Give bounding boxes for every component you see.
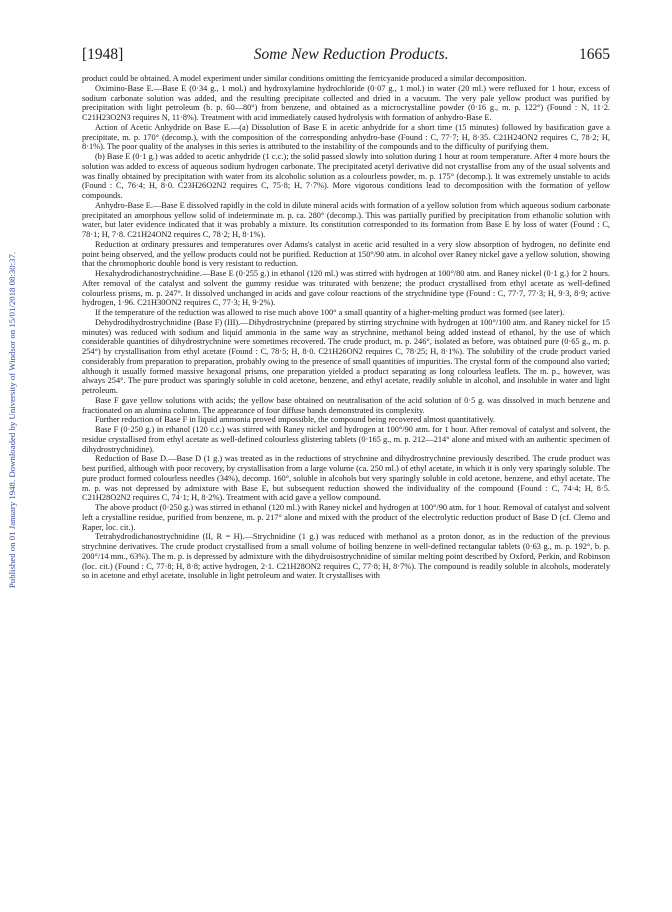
paragraph: Base F (0·250 g.) in ethanol (120 c.c.) was stirred with Raney nickel and hydrogen at 100°/90 atm. for 1 hour. After removal of catalyst and solvent, the residue crystallised from ethyl acetate as well-defined colourless glistering tablets (0·165 g., m. p. 212—214° alone and mixed with an authentic specimen of dihydrostrychnidine).	[82, 425, 610, 454]
paragraph: Dehydrodihydrostrychnidine (Base F) (III).—Dihydrostrychnine (prepared by stirring strychnine with hydrogen at 100°/100 atm. and Raney nickel for 15 minutes) was reduced with sodium and liquid ammonia in the same way as strychnine, methanol being added instead of ethanol, by the use of which considerable quantities of dihydrostrychnine were sometimes recovered. The crude product, m. p. 246°, isolated as before, was obtained pure (0·65 g., m. p. 254°) by crystallisation from ethyl acetate (Found : C, 78·5; H, 8·0. C21H26ON2 requires C, 78·25; H, 8·1%). The solubility of the crude product varied considerably from preparation to preparation, probably owing to the presence of small quantities of impurities. The crystal form of the compound also varied; although it usually formed massive hexagonal prisms, one preparation yielded a product separating as long colourless leaflets. The m. p., however, was always 254°. The pure product was sparingly soluble in cold acetone, benzene, and ethyl acetate, readily soluble in alcohol, and insoluble in water and light petroleum.	[82, 317, 610, 395]
page-number: 1665	[578, 46, 610, 63]
paragraph: product could be obtained. A model experiment under similar conditions omitting the ferricyanide produced a similar decomposition.	[82, 74, 527, 83]
paragraph: Action of Acetic Anhydride on Base E.—(a) Dissolution of Base E in acetic anhydride for a short time (15 minutes) followed by basification gave a precipitate, m. p. 170° (decomp.), with the composition of the corresponding anhydro-base (Found : C, 77·7; H, 8·35. C21H24ON2 requires C, 78·2; H, 8·1%). The poor quality of the analyses in this series is attributed to the instability of the compounds and to the difficulty of purifying them.	[82, 122, 610, 152]
paragraph: Anhydro-Base E.—Base E dissolved rapidly in the cold in dilute mineral acids with formation of a yellow solution from which aqueous sodium carbonate precipitated an amorphous yellow solid of indeterminate m. p. ca. 280° (decomp.). This was partially purified by precipitation from ethanolic solution with water, but later evidence indicated that it was probably a mixture. Its constitution corresponded to its formation from Base E by loss of water (Found : C, 78·1; H, 7·8. C21H24ON2 requires C, 78·2; H, 8·1%).	[82, 200, 610, 239]
running-header	[82, 46, 610, 64]
paragraph: Tetrahydrodichanostrychnidine (II, R = H).—Strychnidine (1 g.) was reduced with methanol as a proton donor, as in the reduction of the previous strychnine derivatives. The crude product crystallised from a small volume of boiling benzene in well-defined rectangular tablets (0·63 g., m. p. 192°, b. p. 200°/14 mm., 63%). The m. p. is depressed by admixture with the dihydroisostrychnidine of similar melting point described by Oxford, Perkin, and Robinson (loc. cit.) (Found : C, 77·8; H, 8·8; active hydrogen, 2·1. C21H28ON2 requires C, 77·8; H, 8·7%). The compound is readily soluble in alcohols, moderately so in acetone and ethyl acetate, insoluble in light petroleum and water. It crystallises with	[82, 532, 610, 581]
paragraph: Base F gave yellow solutions with acids; the yellow base obtained on neutralisation of the acid solution of 0·5 g. was dissolved in much benzene and fractionated on an alumina column. The appearance of four diffuse bands demonstrated its complexity.	[82, 395, 610, 415]
article-body	[82, 74, 610, 581]
paragraph: Oximino-Base E.—Base E (0·34 g., 1 mol.) and hydroxylamine hydrochloride (0·07 g., 1 mol.) in water (20 ml.) were refluxed for 1 hour, excess of sodium carbonate solution was added, and the resulting precipitate collected and dried in a vacuum. The very pale yellow product was purified by precipitation with light petroleum (b. p. 60—80°) from benzene, and obtained as a microcrystalline powder (0·16 g., m. p. 122°) (Found : N, 11·2. C21H23O2N3 requires N, 11·8%). Treatment with acid immediately caused hydrolysis with formation of anhydro-Base E.	[82, 83, 610, 122]
paragraph: Hexahydrodichanostrychnidine.—Base E (0·255 g.) in ethanol (120 ml.) was stirred with hydrogen at 100°/80 atm. and Raney nickel (0·1 g.) for 2 hours. After removal of the catalyst and solvent the gummy residue was triturated with benzene; the product crystallised from ethyl acetate as well-defined colourless prisms, m. p. 247°. It dissolved unchanged in acids and gave colour reactions of the strychnidine type (Found : C, 77·7, 77·3; H, 9·3, 8·9; active hydrogen, 1·96. C21H30ON2 requires C, 77·3; H, 9·2%).	[82, 269, 610, 308]
paragraph: The above product (0·250 g.) was stirred in ethanol (120 ml.) with Raney nickel and hydrogen at 100°/90 atm. for 1 hour. Removal of catalyst and solvent left a crystalline residue, purified from benzene, m. p. 217° alone and mixed with the product of the electrolytic reduction product of Base D (cf. Clemo and Raper, loc. cit.).	[82, 503, 610, 532]
sidebar-note-text: Published on 01 January 1948. Downloaded by University of Windsor on 15/01/2018 08:30:37.	[7, 251, 17, 589]
publication-sidebar-note	[2, 140, 22, 700]
paragraph: Reduction of Base D.—Base D (1 g.) was treated as in the reductions of strychnine and dihydrostrychnine previously described. The crude product was best purified, although with poor recovery, by crystallisation from a large volume (ca. 250 ml.) of ethyl acetate, in which it is only very sparingly soluble. The pure product formed colourless needles (34%), decomp. 160°, soluble in alcohols but very sparingly soluble in cold acetone, benzene, and ethyl acetate. The m. p. was not depressed by admixture with Base E, but subsequent reduction showed the individuality of the compound (Found : C, 74·4; H, 8·5. C21H28O2N2 requires C, 74·1; H, 8·2%). Treatment with acid gave a yellow compound.	[82, 454, 610, 503]
paragraph: (b) Base E (0·1 g.) was added to acetic anhydride (1 c.c.); the solid passed slowly into solution during 1 hour at room temperature. After 4 more hours the solution was added to excess of aqueous sodium hydrogen carbonate. The precipitated acetyl derivative did not crystallise from any of the usual solvents and was finally obtained by precipitation with water from its alcoholic solution as a colourless powder, m. p. 175° (decomp.). It was extremely unstable to acids (Found : C, 76·4; H, 8·0. C23H26O2N2 requires C, 75·8; H, 7·7%). More vigorous conditions lead to decomposition with the formation of yellow compounds.	[82, 152, 610, 200]
header-title: Some New Reduction Products.	[253, 46, 449, 63]
header-year: [1948]	[82, 46, 124, 63]
article-page	[82, 46, 610, 581]
paragraph: If the temperature of the reduction was allowed to rise much above 100° a small quantity of a higher-melting product was formed (see later).	[95, 308, 565, 317]
paragraph: Further reduction of Base F in liquid ammonia proved impossible, the compound being recovered almost quantitatively.	[95, 415, 496, 425]
paragraph: Reduction at ordinary pressures and temperatures over Adams's catalyst in acetic acid resulted in a very slow absorption of hydrogen, no definite end point being observed, and the yellow products could not be purified. Reduction at 150°/90 atm. in alcohol over Raney nickel gave a yellow solution, showing that the chromophoric double bond is very resistant to reduction.	[82, 239, 610, 269]
